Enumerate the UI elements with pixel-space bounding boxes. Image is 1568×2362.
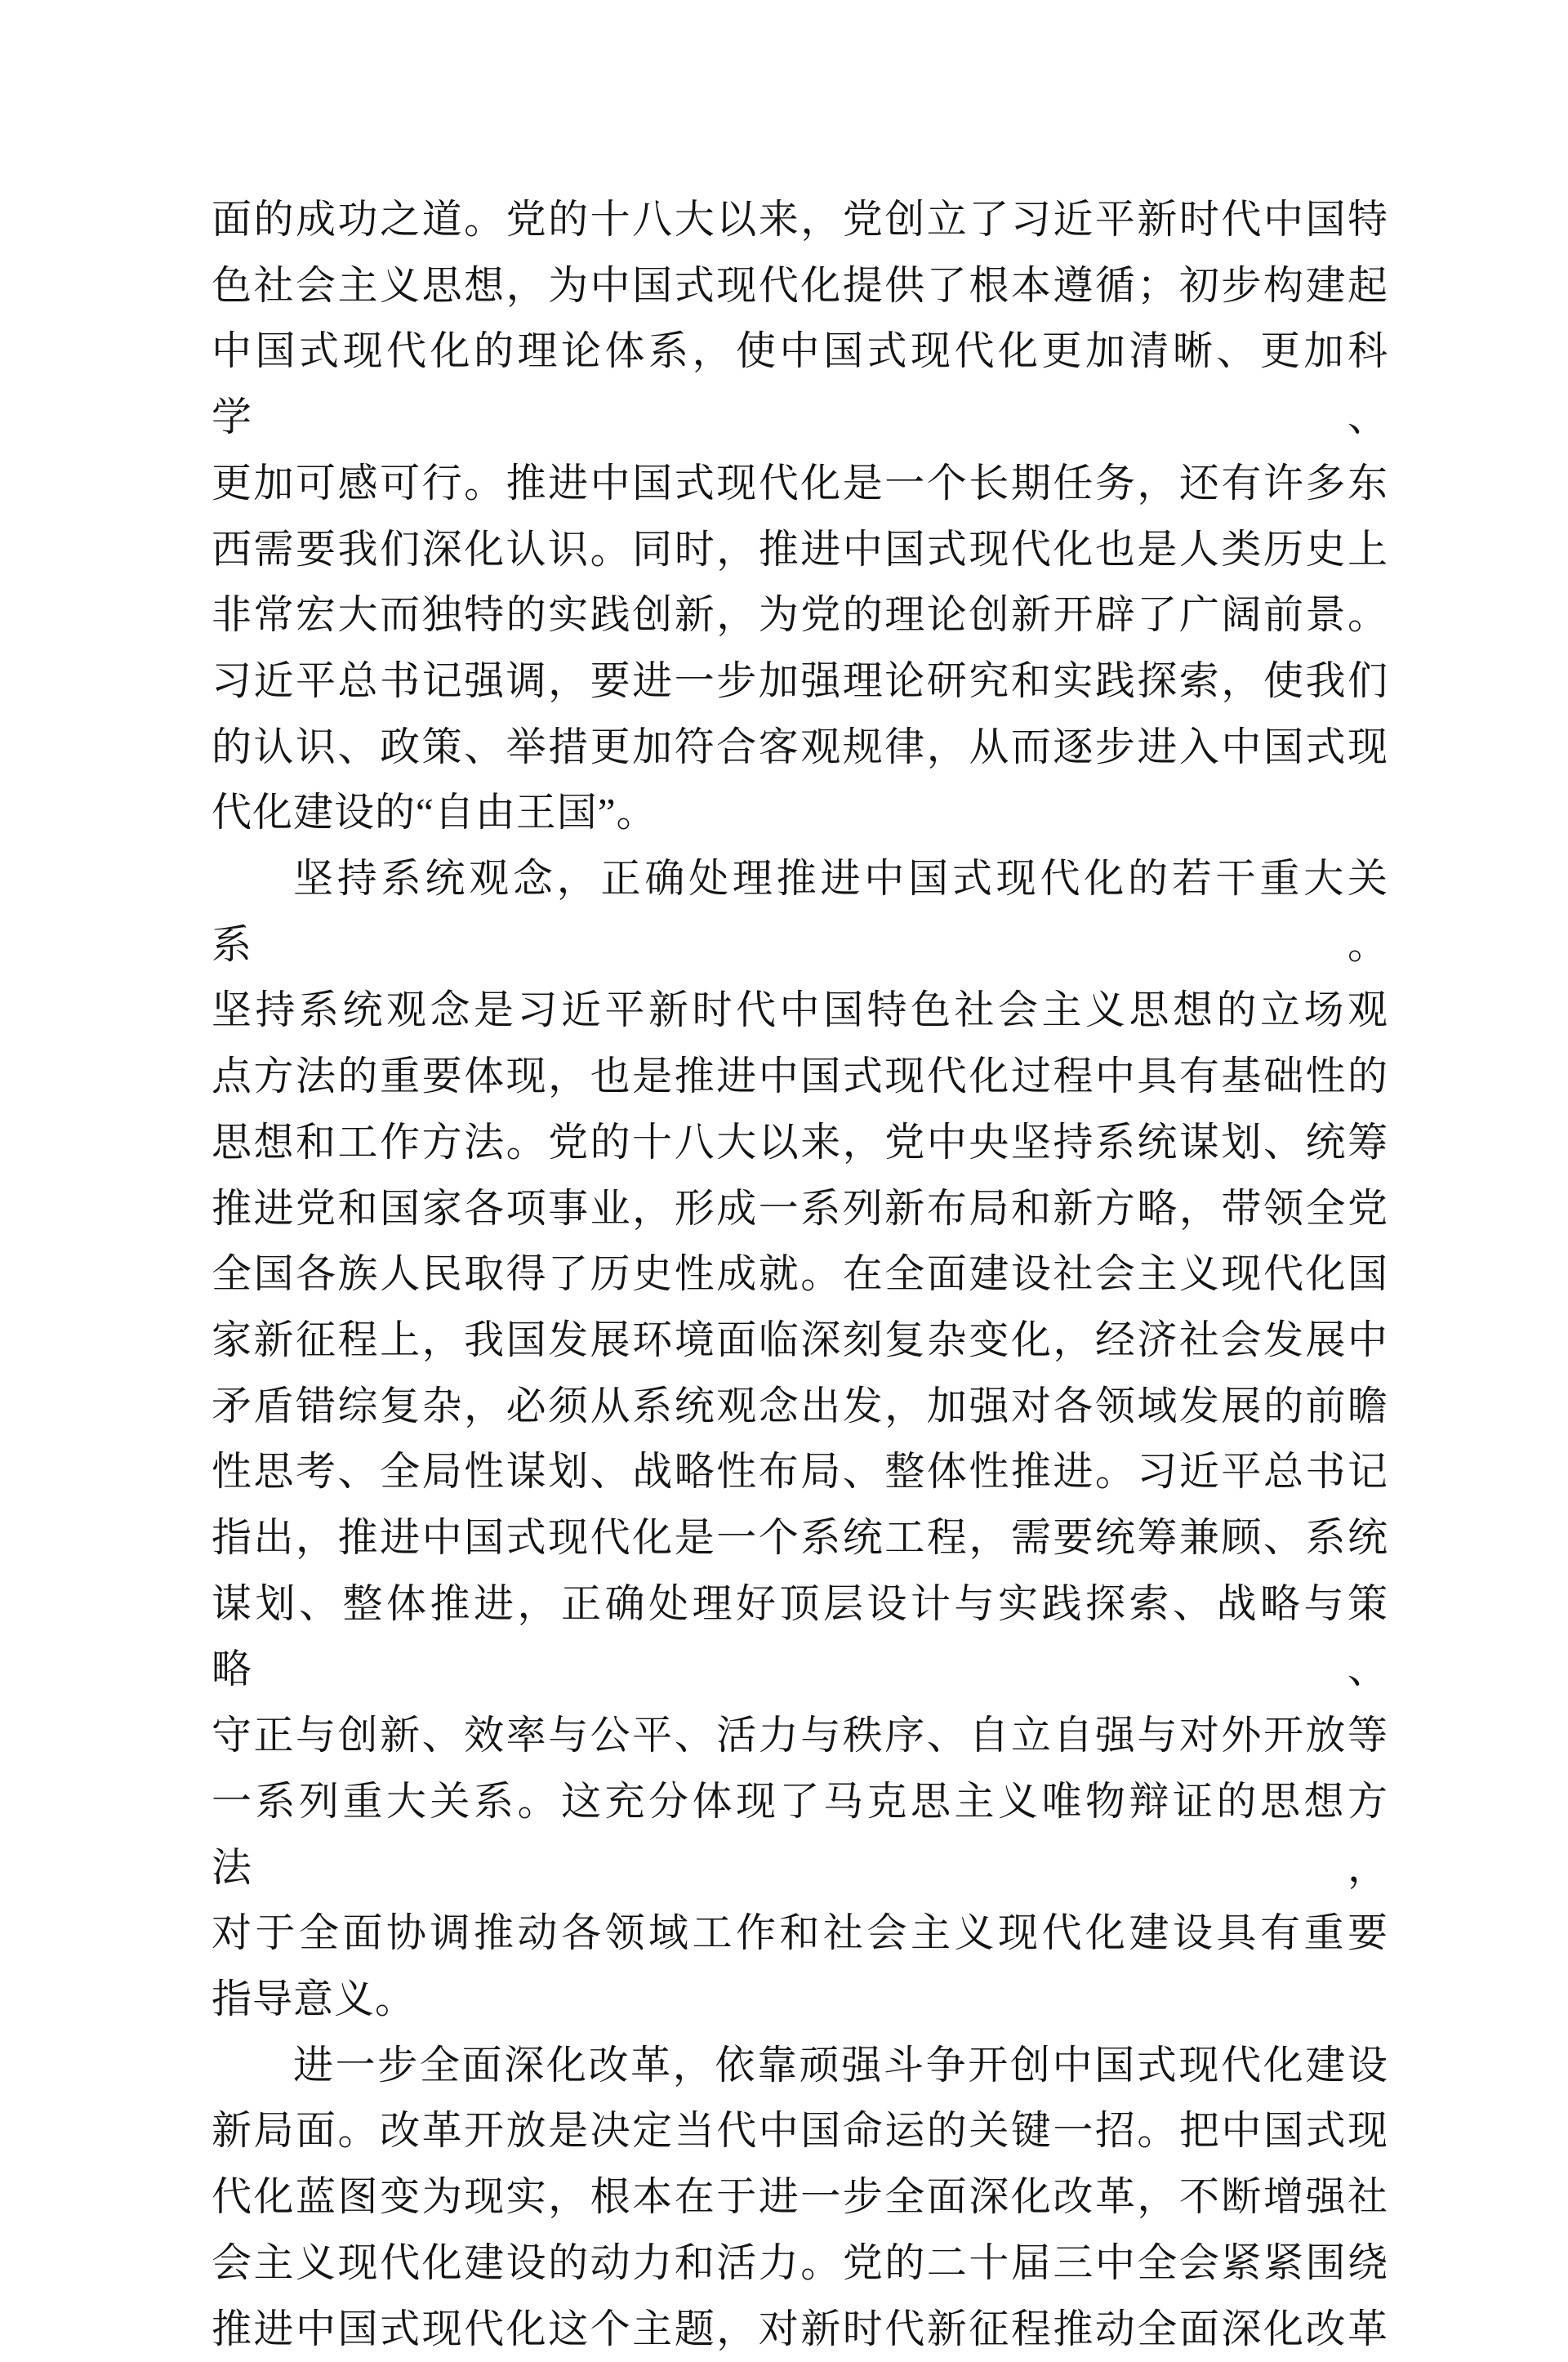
text-line: 的认识、政策、举措更加符合客观规律，从而逐步进入中国式现 (212, 715, 1388, 781)
text-line: 推进中国式现代化这个主题，对新时代新征程推动全面深化改革 (212, 2297, 1388, 2362)
text-line: 性思考、全局性谋划、战略性布局、整体性推进。习近平总书记 (212, 1439, 1388, 1505)
text-line: 指导意义。 (212, 1967, 1388, 2033)
text-line: 指出，推进中国式现代化是一个系统工程，需要统筹兼顾、系统 (212, 1505, 1388, 1571)
text-line: 新局面。改革开放是决定当代中国命运的关键一招。把中国式现 (212, 2098, 1388, 2164)
text-line: 家新征程上，我国发展环境面临深刻复杂变化，经济社会发展中 (212, 1308, 1388, 1374)
text-line: 会主义现代化建设的动力和活力。党的二十届三中全会紧紧围绕 (212, 2231, 1388, 2297)
text-line: 思想和工作方法。党的十八大以来，党中央坚持系统谋划、统筹 (212, 1110, 1388, 1176)
text-line: 中国式现代化的理论体系，使中国式现代化更加清晰、更加科学、 (212, 319, 1388, 450)
text-line: 守正与创新、效率与公平、活力与秩序、自立自强与对外开放等 (212, 1703, 1388, 1769)
text-line: 色社会主义思想，为中国式现代化提供了根本遵循；初步构建起 (212, 253, 1388, 319)
text-line: 点方法的重要体现，也是推进中国式现代化过程中具有基础性的 (212, 1044, 1388, 1110)
paragraph (212, 2033, 1388, 2362)
text-line: 进一步全面深化改革，依靠顽强斗争开创中国式现代化建设 (212, 2033, 1388, 2099)
text-line: 一系列重大关系。这充分体现了马克思主义唯物辩证的思想方法， (212, 1769, 1388, 1901)
text-line: 西需要我们深化认识。同时，推进中国式现代化也是人类历史上 (212, 517, 1388, 583)
text-line: 代化建设的“自由王国”。 (212, 780, 1388, 846)
text-line: 习近平总书记强调，要进一步加强理论研究和实践探索，使我们 (212, 648, 1388, 715)
text-line: 坚持系统观念，正确处理推进中国式现代化的若干重大关系。 (212, 846, 1388, 978)
text-line: 代化蓝图变为现实，根本在于进一步全面深化改革，不断增强社 (212, 2164, 1388, 2231)
text-line: 更加可感可行。推进中国式现代化是一个长期任务，还有许多东 (212, 451, 1388, 517)
text-line: 非常宏大而独特的实践创新，为党的理论创新开辟了广阔前景。 (212, 582, 1388, 648)
text-line: 对于全面协调推动各领域工作和社会主义现代化建设具有重要 (212, 1901, 1388, 1967)
text-line: 矛盾错综复杂，必须从系统观念出发，加强对各领域发展的前瞻 (212, 1374, 1388, 1440)
text-line: 面的成功之道。党的十八大以来，党创立了习近平新时代中国特 (212, 187, 1388, 253)
text-line: 推进党和国家各项事业，形成一系列新布局和新方略，带领全党 (212, 1176, 1388, 1242)
text-block (212, 187, 1388, 2362)
text-line: 坚持系统观念是习近平新时代中国特色社会主义思想的立场观 (212, 978, 1388, 1044)
text-line: 全国各族人民取得了历史性成就。在全面建设社会主义现代化国 (212, 1241, 1388, 1308)
paragraph (212, 846, 1388, 2033)
paragraph (212, 187, 1388, 846)
text-line: 谋划、整体推进，正确处理好顶层设计与实践探索、战略与策略、 (212, 1571, 1388, 1703)
